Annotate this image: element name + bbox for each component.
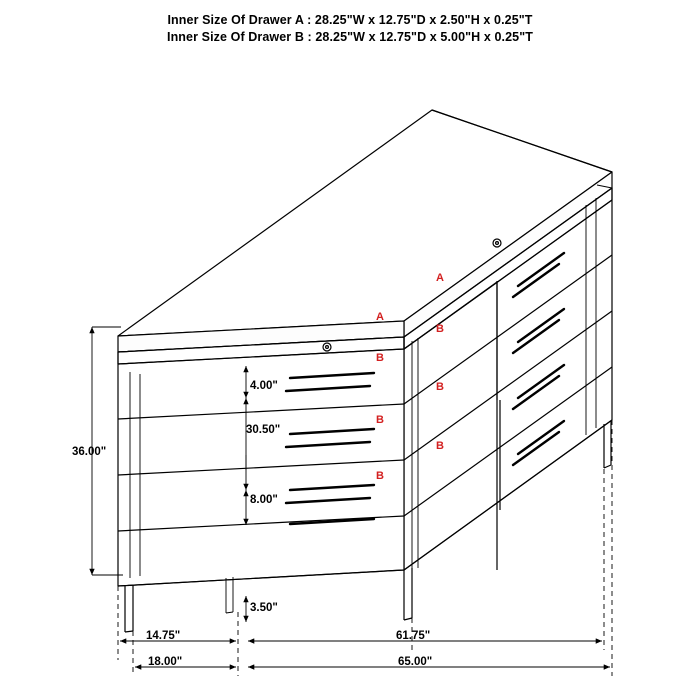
- drawer-a-note: Inner Size Of Drawer A : 28.25"W x 12.75"D x 2.50"H x 0.25"T: [167, 13, 533, 27]
- marker-a-left: A: [376, 311, 384, 323]
- marker-b-left-1: B: [376, 352, 384, 364]
- dim-height-overall: 36.00": [72, 446, 107, 458]
- dim-bottom-drawer-height: 8.00": [250, 494, 278, 506]
- marker-b-right-1: B: [436, 323, 444, 335]
- drawer-b-note: Inner Size Of Drawer B : 28.25"W x 12.75"D x 5.00"H x 0.25"T: [167, 30, 533, 44]
- dim-front-width: 61.75": [396, 630, 431, 642]
- dim-drawer-stack-height: 30.50": [246, 424, 281, 436]
- marker-a-right: A: [436, 272, 444, 284]
- dim-top-drawer-height: 4.00": [250, 380, 278, 392]
- cabinet-body: [118, 110, 612, 632]
- dim-depth-side: 14.75": [146, 630, 181, 642]
- dim-width-overall: 65.00": [398, 656, 433, 668]
- marker-b-right-3: B: [436, 440, 444, 452]
- dim-depth-overall: 18.00": [148, 656, 183, 668]
- marker-b-left-2: B: [376, 414, 384, 426]
- marker-b-left-3: B: [376, 470, 384, 482]
- dim-leg-height: 3.50": [250, 602, 278, 614]
- marker-b-right-2: B: [436, 381, 444, 393]
